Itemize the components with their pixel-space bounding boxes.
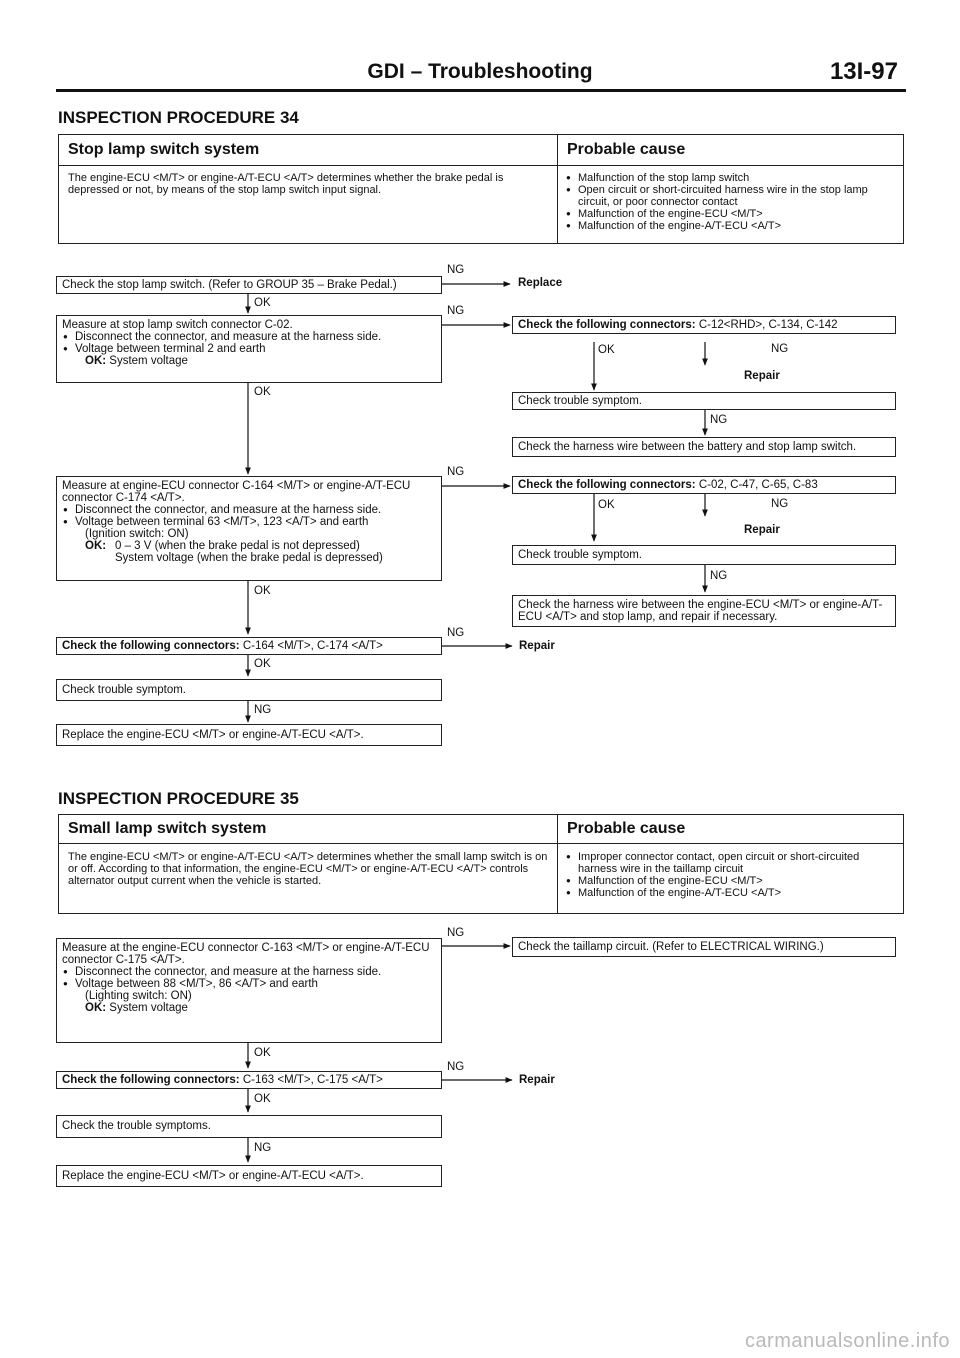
step-replace-engine-ecu: Replace the engine-ECU <M/T> or engine-A/T-ECU <A/T>. — [56, 1165, 442, 1187]
page-header-title: GDI – Troubleshooting — [367, 60, 593, 83]
step-check-stop-lamp-switch: Check the stop lamp switch. (Refer to GROUP 35 – Brake Pedal.) — [56, 276, 442, 294]
connectors-list: C-164 <M/T>, C-174 <A/T> — [242, 640, 383, 652]
probable-cause-item: ● Malfunction of the engine-ECU <M/T> — [565, 875, 895, 887]
step-bullet: ● Disconnect the connector, and measure at the harness side. — [62, 504, 436, 516]
connectors-label: Check the following connectors: — [62, 640, 240, 652]
ok-label: OK — [598, 499, 615, 511]
ng-label: NG — [771, 498, 789, 510]
step-measure-stop-lamp-connector — [56, 315, 442, 383]
ok-label: OK — [254, 1093, 271, 1105]
table-description: The engine-ECU <M/T> or engine-A/T-ECU <A/T> determines whether the brake pedal is depressed or not, by means of the stop lamp switch input signal. — [68, 172, 504, 196]
step-check-trouble-symptoms: Check the trouble symptoms. — [56, 1115, 442, 1138]
result-repair: Repair — [519, 640, 555, 652]
ok-condition-value: 0 – 3 V (when the brake pedal is not depressed) — [115, 540, 360, 552]
connectors-label: Check the following connectors: — [518, 319, 696, 331]
step-check-taillamp-circuit: Check the taillamp circuit. (Refer to ELECTRICAL WIRING.) — [512, 937, 896, 957]
connectors-list: C-02, C-47, C-65, C-83 — [698, 479, 818, 491]
probable-cause-item: ● Malfunction of the stop lamp switch — [565, 172, 895, 184]
table-header-probable-cause: Probable cause — [567, 820, 686, 837]
step-check-connectors-b — [512, 476, 896, 494]
step-title: Measure at the engine-ECU connector C-163 <M/T> or engine-A/T-ECU connector C-175 <A/T>. — [62, 942, 430, 966]
table-header-system: Stop lamp switch system — [68, 141, 260, 158]
ng-label: NG — [447, 1061, 465, 1073]
connectors-label: Check the following connectors: — [518, 479, 696, 491]
connectors-label: Check the following connectors: — [62, 1074, 240, 1086]
step-check-harness-battery-switch: Check the harness wire between the battery and stop lamp switch. — [512, 437, 896, 457]
step-check-trouble-symptom: Check trouble symptom. — [56, 679, 442, 701]
ng-label: NG — [254, 1142, 272, 1154]
step-measure-engine-ecu-connector-c163 — [56, 938, 442, 1043]
connectors-list: C-163 <M/T>, C-175 <A/T> — [242, 1074, 383, 1086]
table-header-probable-cause: Probable cause — [567, 141, 686, 158]
step-bullet: ● Voltage between 88 <M/T>, 86 <A/T> and earth — [62, 978, 436, 990]
step-title: Measure at stop lamp switch connector C-02. — [62, 319, 293, 331]
ng-label: NG — [254, 704, 272, 716]
step-bullet: ● Disconnect the connector, and measure at the harness side. — [62, 331, 436, 343]
result-replace: Replace — [518, 277, 563, 289]
procedure-34-table — [58, 134, 904, 244]
ok-label: OK — [254, 658, 271, 670]
ng-label: NG — [447, 305, 465, 317]
ok-condition-value: System voltage (when the brake pedal is depressed) — [115, 552, 383, 564]
step-check-connectors-ecu — [56, 637, 442, 655]
watermark: carmanualsonline.info — [744, 1330, 950, 1352]
probable-cause-item: ● Improper connector contact, open circuit or short-circuited harness wire in the taillamp circuit — [565, 851, 895, 875]
ng-label: NG — [447, 264, 465, 276]
step-bullet: ● Voltage between terminal 63 <M/T>, 123 <A/T> and earth — [62, 516, 436, 528]
connectors-list: C-12<RHD>, C-134, C-142 — [698, 319, 838, 331]
step-bullet: ● Disconnect the connector, and measure at the harness side. — [62, 966, 436, 978]
result-repair: Repair — [519, 1074, 555, 1086]
procedure-35-table — [58, 814, 904, 914]
table-description: The engine-ECU <M/T> or engine-A/T-ECU <A/T> determines whether the small lamp switch is on or off. According to that information, the engine-ECU <M/T> or engine-A/T-ECU <A/T> controls alternator output current when the vehicle is started. — [68, 851, 548, 887]
procedure-35-title: INSPECTION PROCEDURE 35 — [58, 789, 299, 808]
probable-cause-item: ● Malfunction of the engine-A/T-ECU <A/T> — [565, 887, 895, 899]
ok-condition-value: System voltage — [109, 355, 188, 367]
step-check-trouble-symptom-b: Check trouble symptom. — [512, 545, 896, 565]
probable-cause-item: ● Malfunction of the engine-A/T-ECU <A/T> — [565, 220, 895, 232]
probable-cause-item: ● Malfunction of the engine-ECU <M/T> — [565, 208, 895, 220]
step-check-connectors-a — [512, 316, 896, 334]
step-condition: (Lighting switch: ON) — [85, 990, 192, 1002]
step-condition: (Ignition switch: ON) — [85, 528, 189, 540]
table-header-system: Small lamp switch system — [68, 820, 267, 837]
step-title: Measure at engine-ECU connector C-164 <M/T> or engine-A/T-ECU connector C-174 <A/T>. — [62, 480, 411, 504]
ok-label: OK — [254, 297, 271, 309]
ok-condition-label: OK: — [85, 1002, 107, 1014]
ok-condition-label: OK: — [85, 355, 107, 367]
result-repair: Repair — [744, 370, 780, 382]
ng-label: NG — [771, 343, 789, 355]
ok-label: OK — [254, 1047, 271, 1059]
probable-cause-item: ● Open circuit or short-circuited harness wire in the stop lamp circuit, or poor connector contact — [565, 184, 895, 208]
ok-condition-value: System voltage — [109, 1002, 188, 1014]
ng-label: NG — [447, 466, 465, 478]
ok-condition-label: OK: — [85, 540, 107, 552]
probable-cause-list — [565, 172, 895, 232]
step-bullet: ● Voltage between terminal 2 and earth — [62, 343, 436, 355]
step-check-harness-ecu-stop-lamp: Check the harness wire between the engine-ECU <M/T> or engine-A/T-ECU <A/T> and stop lamp, and repair if necessary. — [512, 595, 896, 627]
step-check-trouble-symptom-a: Check trouble symptom. — [512, 392, 896, 410]
ok-label: OK — [254, 585, 271, 597]
probable-cause-list — [565, 851, 895, 899]
step-replace-engine-ecu: Replace the engine-ECU <M/T> or engine-A/T-ECU <A/T>. — [56, 724, 442, 746]
step-measure-engine-ecu-connector — [56, 476, 442, 581]
ng-label: NG — [447, 627, 465, 639]
ok-label: OK — [598, 344, 615, 356]
page-number: 13I-97 — [829, 58, 898, 85]
ng-label: NG — [710, 414, 728, 426]
ng-label: NG — [447, 927, 465, 939]
procedure-34-title: INSPECTION PROCEDURE 34 — [58, 108, 299, 127]
step-check-connectors-c163 — [56, 1071, 442, 1089]
ok-label: OK — [254, 386, 271, 398]
result-repair: Repair — [744, 524, 780, 536]
ng-label: NG — [710, 570, 728, 582]
